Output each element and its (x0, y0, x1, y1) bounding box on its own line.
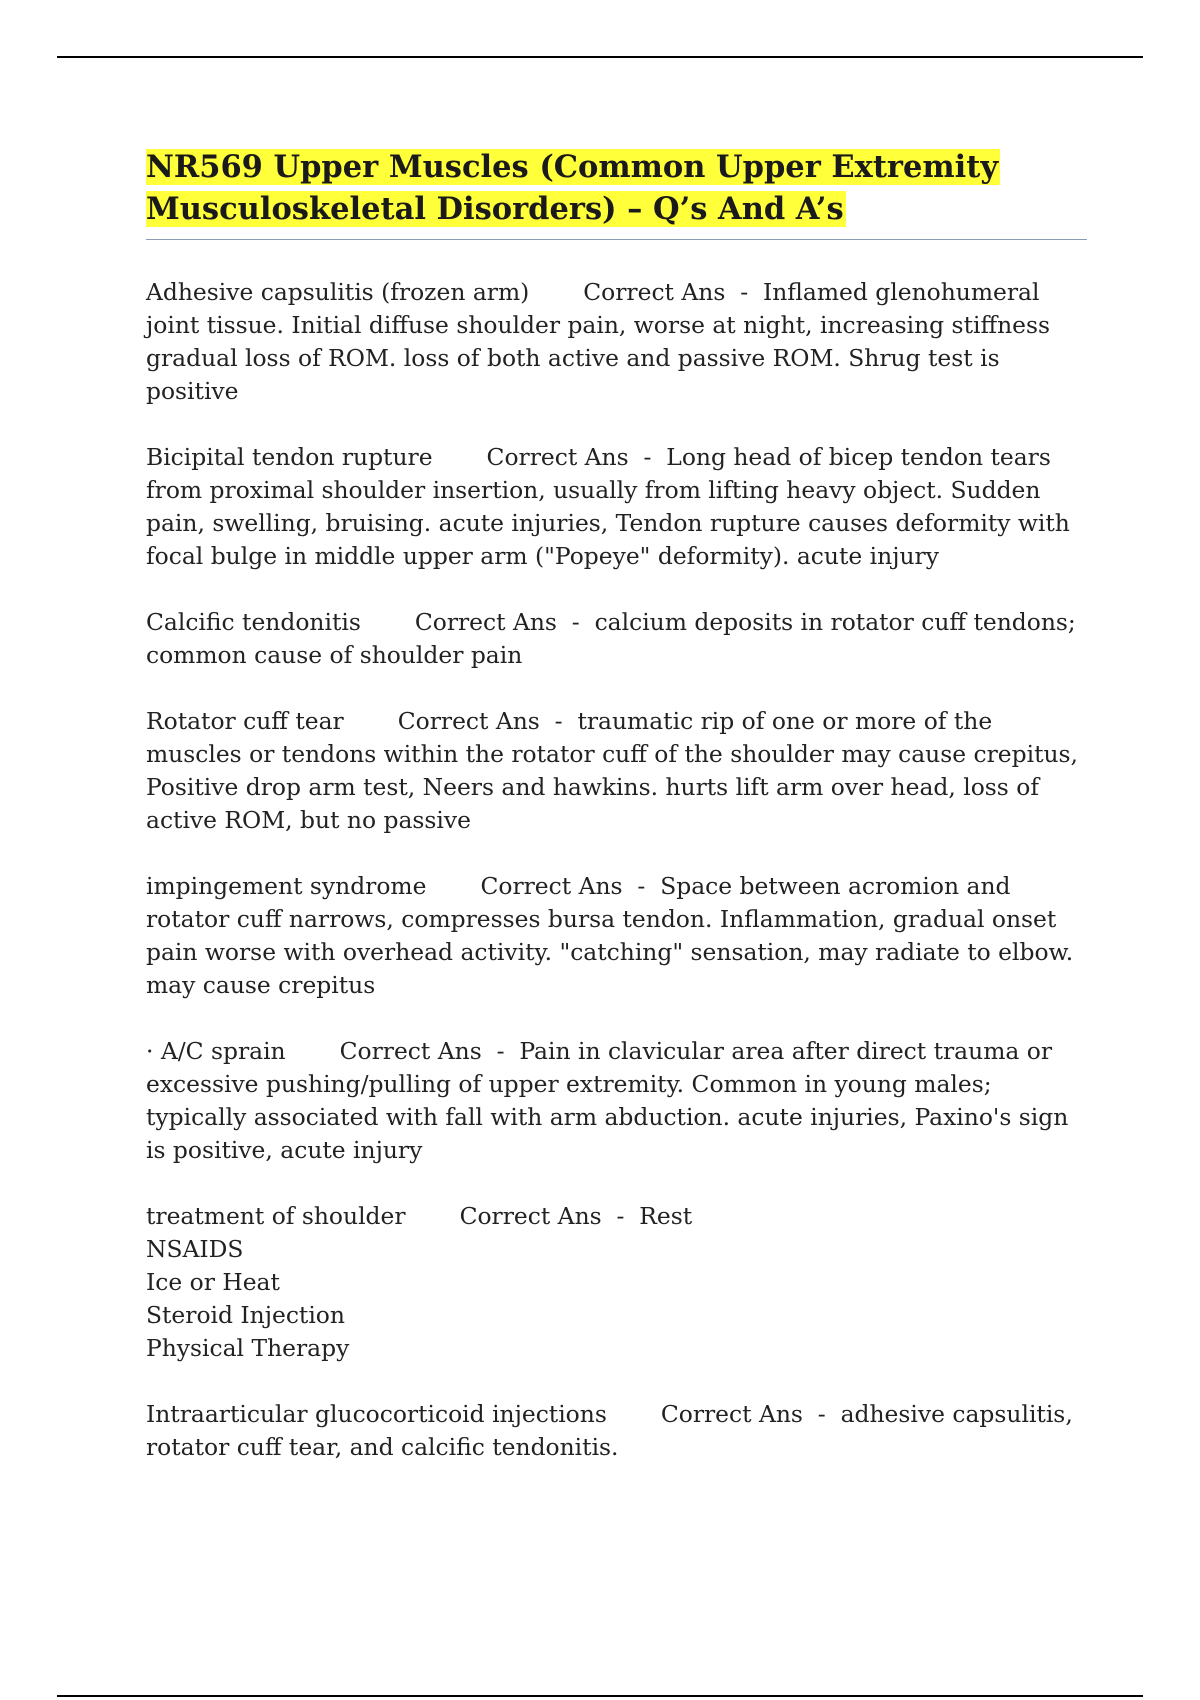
title-line-2-text: Musculoskeletal Disorders) – Q’s And A’s (146, 191, 844, 227)
qa-item (146, 606, 1091, 672)
page-top-rule (57, 56, 1143, 58)
qa-answer: traumatic rip of one or more of the muscles or tendons within the rotator cuff of the shoulder may cause crepitus, Positive drop arm test, Neers and hawkins. hurts lift arm over head, loss of active ROM, but no passive (146, 707, 1086, 834)
qa-item (146, 1200, 1091, 1365)
qa-answer-marker: Correct Ans - (583, 278, 763, 306)
qa-list (146, 276, 1091, 1464)
qa-item (146, 1398, 1091, 1464)
qa-question: impingement syndrome (146, 872, 427, 900)
qa-answer: Long head of bicep tendon tears from proximal shoulder insertion, usually from lifting heavy object. Sudden pain, swelling, bruising. acute injuries, Tendon rupture causes deformity with focal bulge in middle upper arm ("Popeye" deformity). acute injury (146, 443, 1078, 570)
qa-item (146, 276, 1091, 408)
title-line-1 (146, 146, 1091, 188)
qa-answer-marker: Correct Ans - (459, 1202, 640, 1230)
qa-answer-marker: Correct Ans - (486, 443, 667, 471)
qa-answer-line: Physical Therapy (146, 1334, 350, 1362)
qa-answer-marker: Correct Ans - (660, 1400, 841, 1428)
qa-question: Bicipital tendon rupture (146, 443, 433, 471)
qa-question: Calcific tendonitis (146, 608, 361, 636)
qa-answer-marker: Correct Ans - (339, 1037, 520, 1065)
qa-answer-marker: Correct Ans - (397, 707, 578, 735)
qa-answer-marker: Correct Ans - (414, 608, 595, 636)
qa-answer-line: NSAIDS (146, 1235, 244, 1263)
qa-answer: Space between acromion and rotator cuff narrows, compresses bursa tendon. Inflammation, gradual onset pain worse with overhead activity. "catching" sensation, may radiate to elbow. may cause crepitus (146, 872, 1081, 999)
qa-answer: Rest (639, 1202, 693, 1230)
qa-answer: Pain in clavicular area after direct trauma or excessive pushing/pulling of upper extremity. Common in young males; typically associated with fall with arm abduction. acute injuries, Paxino's sign is positive, acute injury (146, 1037, 1076, 1164)
qa-question: Rotator cuff tear (146, 707, 344, 735)
qa-item (146, 1035, 1091, 1167)
qa-answer: calcium deposits in rotator cuff tendons; common cause of shoulder pain (146, 608, 1084, 669)
title-line-2 (146, 188, 1091, 230)
qa-item (146, 705, 1091, 837)
qa-question: treatment of shoulder (146, 1202, 406, 1230)
page-title (146, 146, 1091, 230)
qa-item (146, 870, 1091, 1002)
qa-question: · A/C sprain (146, 1037, 286, 1065)
title-line-1-text: NR569 Upper Muscles (Common Upper Extremity (146, 149, 999, 185)
title-underline (146, 239, 1087, 240)
qa-answer-marker: Correct Ans - (480, 872, 661, 900)
qa-item (146, 441, 1091, 573)
page-bottom-rule (57, 1695, 1143, 1697)
qa-question: Adhesive capsulitis (frozen arm) (146, 278, 530, 306)
qa-answer-line: Steroid Injection (146, 1301, 345, 1329)
qa-answer: adhesive capsulitis, rotator cuff tear, and calcific tendonitis. (146, 1400, 1081, 1461)
qa-answer: Inflamed glenohumeral joint tissue. Initial diffuse shoulder pain, worse at night, increasing stiffness gradual loss of ROM. loss of both active and passive ROM. Shrug test is positive (146, 278, 1058, 405)
qa-answer-line: Ice or Heat (146, 1268, 280, 1296)
qa-question: Intraarticular glucocorticoid injections (146, 1400, 607, 1428)
document-body (146, 146, 1091, 1497)
